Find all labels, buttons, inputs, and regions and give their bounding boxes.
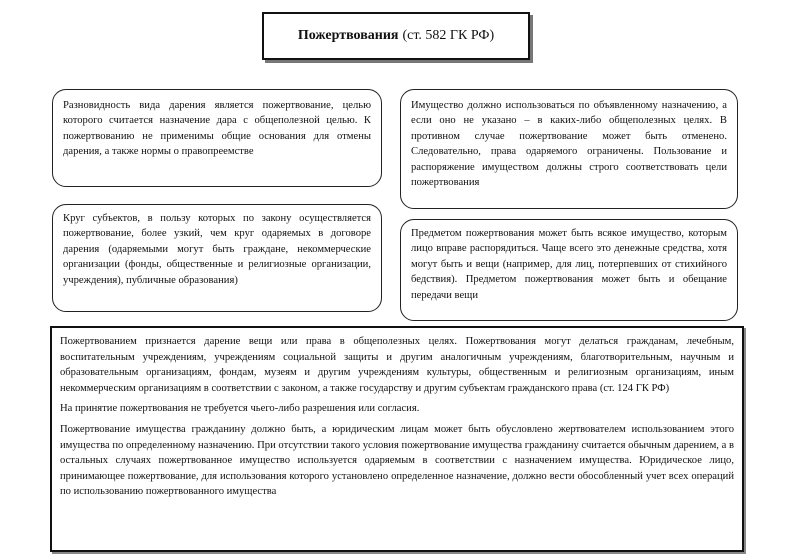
definition-box — [50, 326, 744, 552]
box-donation-kind-text: Разновидность вида дарения является пожертвование, целью которого считается назначение дара с общеполезной целью. К пожертвованию не применимы общие основания для отмены дарения, а также нормы о правопреемстве — [63, 100, 371, 158]
box-property-use — [400, 89, 738, 209]
box-property-use-text: Имущество должно использоваться по объявленному назначению, а если оно не указано – в каких-либо общеполезных целях. В противном случае пожертвование может быть отменено. Следовательно, права одаряемого ограничены. Пользование и распоряжение имуществом должны строго соответствовать цели пожертвования — [411, 100, 727, 189]
title-box — [262, 12, 530, 60]
box-donation-subject — [400, 219, 738, 321]
permission-paragraph: На принятие пожертвования не требуется чьего-либо разрешения или согласия. — [60, 403, 420, 415]
definition-paragraph: Пожертвованием признается дарение вещи или права в общеполезных целях. Пожертвования могут делаться гражданам, лечебным, воспитательным учреждениям, учреждениям социальной защиты и другим аналогичным учреждениям, благотворительным, научным и образовательным организациям, фондам, музеям и другим учреждениям культуры, общественным и религиозным организациям, иным некоммерческим организациям в соответствии с законом, а также государству и другим субъектам гражданского права (ст. 124 ГК РФ) — [60, 336, 734, 394]
box-subjects-circle — [52, 204, 382, 312]
purpose-paragraph: Пожертвование имущества гражданину должно быть, а юридическим лицам может быть обусловлено жертвователем использованием этого имущества по определенному назначению. При отсутствии такого условия пожертвование имущества гражданину считается обычным дарением, а в остальных случаях пожертвованное имущество используется одаряемым в соответствии с назначением имущества. Юридическое лицо, принимающее пожертвование, для использования которого установлено определенное назначение, должно вести обособленный учет всех операций по использованию пожертвованного имущества — [60, 423, 734, 498]
title-article-ref: (ст. 582 ГК РФ) — [402, 28, 495, 43]
box-subjects-circle-text: Круг субъектов, в пользу которых по закону осуществляется пожертвование, более узкий, чем круг одаряемых в договоре дарения (одаряемыми могут быть граждане, некоммерческие организации (фонды, общественные и религиозные организации, учреждения), публичные образования) — [63, 213, 371, 286]
box-donation-kind — [52, 89, 382, 187]
title-main: Пожертвования — [297, 28, 399, 43]
box-donation-subject-text: Предметом пожертвования может быть всякое имущество, которым лицо вправе распорядиться. Чаще всего это денежные средства, хотя могут быть и вещи (например, для лиц, потерпевших от стихийного бедствия). Предметом пожертвования может быть и обещание передачи вещи — [411, 228, 727, 301]
